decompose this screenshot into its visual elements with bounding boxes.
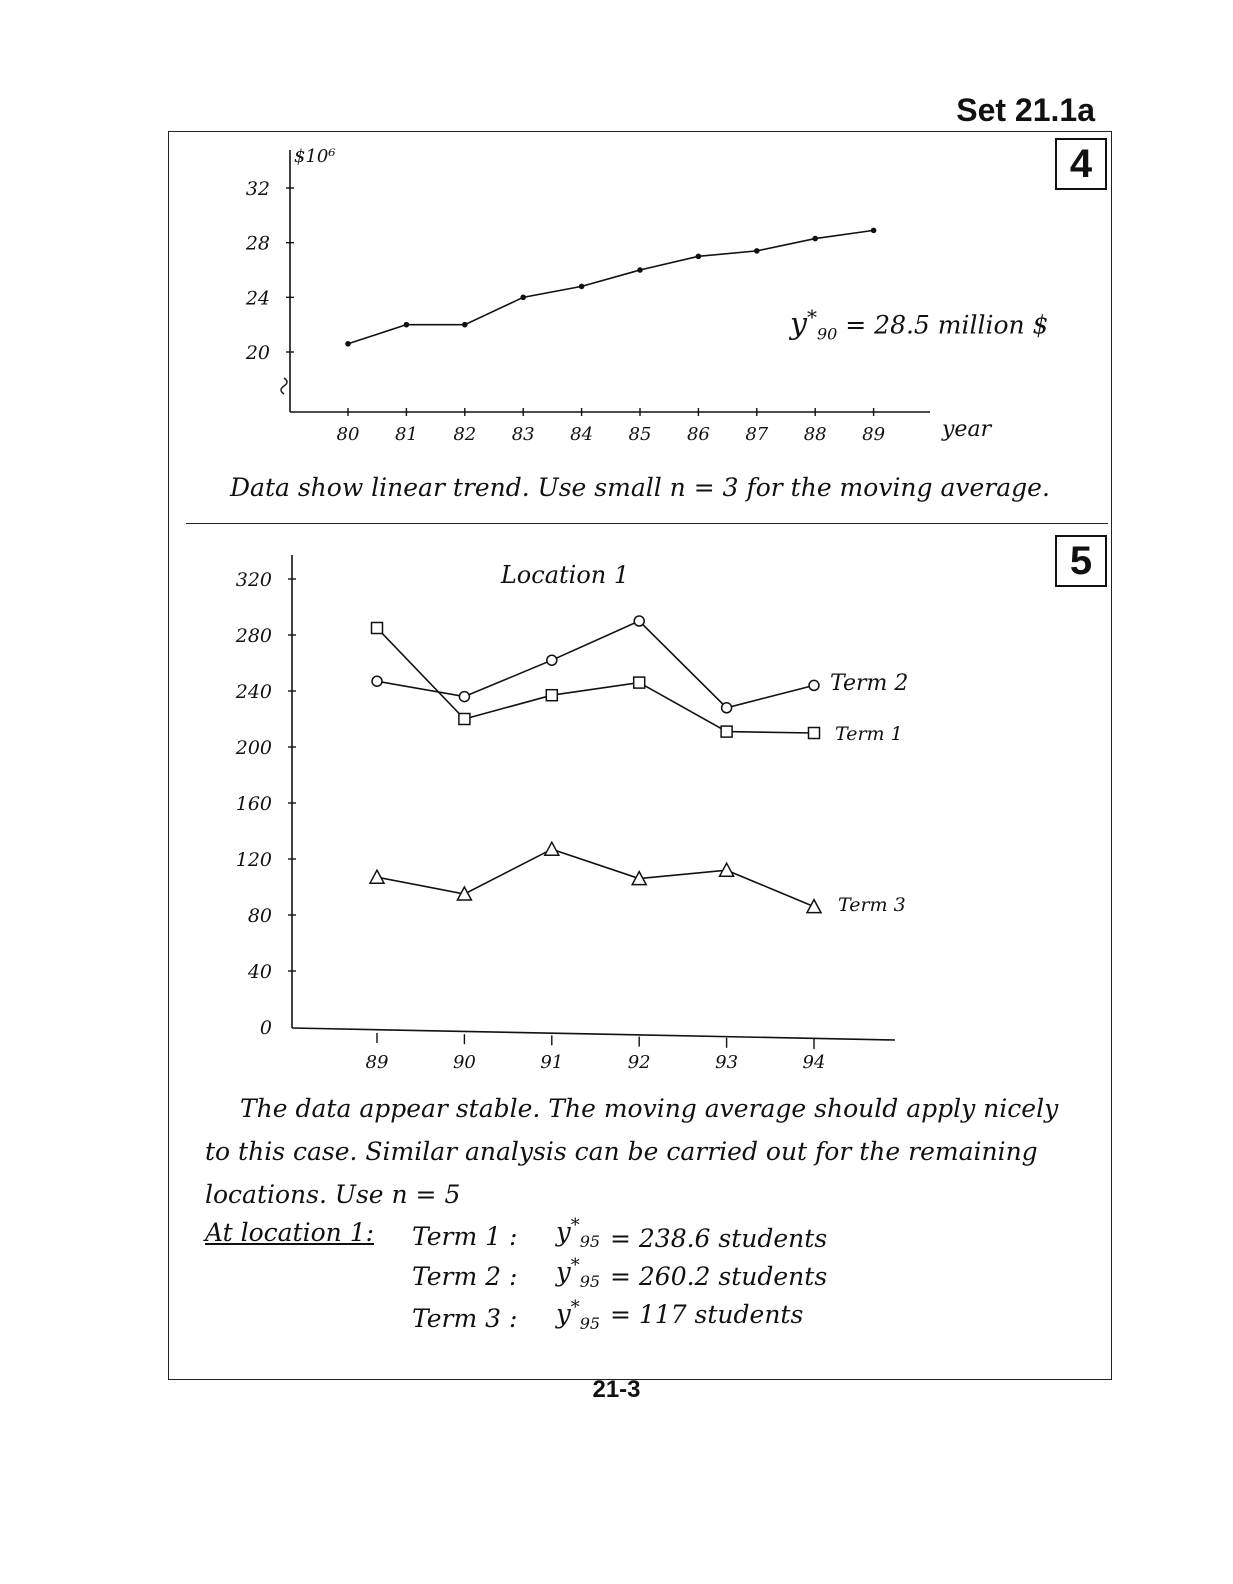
x-tick-label: 94 xyxy=(802,1052,826,1073)
x-tick-label: 89 xyxy=(365,1052,389,1073)
x-tick-label: 81 xyxy=(394,424,418,445)
forecast-sup: * xyxy=(806,305,817,329)
result-sub: 95 xyxy=(579,1313,601,1333)
marker-term-2 xyxy=(634,616,644,626)
marker-term-3 xyxy=(807,900,821,913)
problem-5-number: 5 xyxy=(1055,535,1107,587)
legend-label-term-3: Term 3 xyxy=(838,894,906,916)
y-tick-label: 0 xyxy=(259,1017,272,1039)
result-term: Term 1 : xyxy=(412,1222,518,1251)
y-tick-label: 40 xyxy=(247,961,272,983)
x-axis-label: year xyxy=(942,417,992,442)
y-tick-label: 240 xyxy=(235,681,272,703)
y-tick-label: 320 xyxy=(235,569,272,591)
problem-5-note-line-3: locations. Use n = 5 xyxy=(205,1180,461,1209)
result-value: = 238.6 students xyxy=(610,1224,828,1253)
marker-term-1 xyxy=(372,623,383,634)
set-title: Set 21.1a xyxy=(956,92,1095,128)
result-term: Term 3 : xyxy=(412,1304,518,1333)
x-tick-label: 83 xyxy=(511,424,535,445)
problem-5-note-line-2: to this case. Similar analysis can be carried out for the remaining xyxy=(205,1137,1038,1166)
marker-term-3 xyxy=(720,863,734,876)
x-tick-label: 89 xyxy=(862,424,886,445)
x-tick-label: 85 xyxy=(628,424,652,445)
marker-term-1 xyxy=(809,728,820,739)
y-tick-label: 80 xyxy=(247,905,272,927)
marker-term-1 xyxy=(634,677,645,688)
marker-term-2 xyxy=(372,676,382,686)
results-label: At location 1: xyxy=(205,1218,375,1247)
result-value: = 260.2 students xyxy=(610,1262,828,1291)
chart-title: Location 1 xyxy=(500,561,630,589)
marker-term-2 xyxy=(722,703,732,713)
y-tick-label: 32 xyxy=(245,178,270,200)
x-tick-label: 80 xyxy=(336,424,360,445)
legend-label-term-1: Term 1 xyxy=(835,723,903,745)
x-tick-label: 88 xyxy=(803,424,827,445)
x-tick-label: 92 xyxy=(627,1052,651,1073)
marker-term-3 xyxy=(370,870,384,883)
x-tick-label: 82 xyxy=(453,424,477,445)
y-tick-label: 200 xyxy=(235,737,272,759)
y-tick-label: 280 xyxy=(235,625,272,647)
x-tick-label: 93 xyxy=(715,1052,739,1073)
y-tick-label: 20 xyxy=(245,342,270,364)
x-tick-label: 84 xyxy=(570,424,594,445)
result-symbol: $y^*_{95}$ xyxy=(556,1255,601,1291)
series-line-term-3 xyxy=(377,849,814,906)
marker-term-3 xyxy=(545,842,559,855)
result-term: Term 2 : xyxy=(412,1262,518,1291)
x-tick-label: 87 xyxy=(745,424,769,445)
legend-label-term-2: Term 2 xyxy=(830,671,909,696)
problem-4-number: 4 xyxy=(1055,138,1107,190)
forecast-sub: 90 xyxy=(816,324,838,344)
result-sub: 95 xyxy=(579,1231,601,1251)
series-line-term-1 xyxy=(377,628,814,733)
y-axis-label: $10⁶ xyxy=(294,146,336,167)
forecast-lhs: y xyxy=(790,306,807,342)
x-tick-label: 91 xyxy=(540,1052,564,1073)
result-symbol: $y^*_{95}$ xyxy=(556,1297,601,1333)
forecast-rhs: = 28.5 million $ xyxy=(845,310,1049,340)
marker-term-1 xyxy=(546,690,557,701)
y-tick-label: 28 xyxy=(245,232,270,255)
result-sub: 95 xyxy=(579,1271,601,1291)
result-value: = 117 students xyxy=(610,1300,804,1329)
series-line-term-2 xyxy=(377,621,814,708)
marker-term-2 xyxy=(459,692,469,702)
marker-term-2 xyxy=(809,680,819,690)
marker-term-1 xyxy=(459,714,470,725)
marker-term-1 xyxy=(721,726,732,737)
y-tick-label: 160 xyxy=(235,793,272,815)
result-symbol: $y^*_{95}$ xyxy=(556,1215,601,1251)
x-axis xyxy=(292,1028,895,1040)
problem-5-note-line-1: The data appear stable. The moving average should apply nicely xyxy=(240,1094,1059,1123)
marker-term-2 xyxy=(547,655,557,665)
y-tick-label: 120 xyxy=(235,849,272,871)
x-tick-label: 90 xyxy=(452,1052,476,1073)
y-tick-label: 24 xyxy=(245,287,270,310)
page-number: 21-3 xyxy=(592,1376,641,1403)
problem-4-note: Data show linear trend. Use small n = 3 for the moving average. xyxy=(230,473,1050,502)
x-tick-label: 86 xyxy=(686,424,710,445)
